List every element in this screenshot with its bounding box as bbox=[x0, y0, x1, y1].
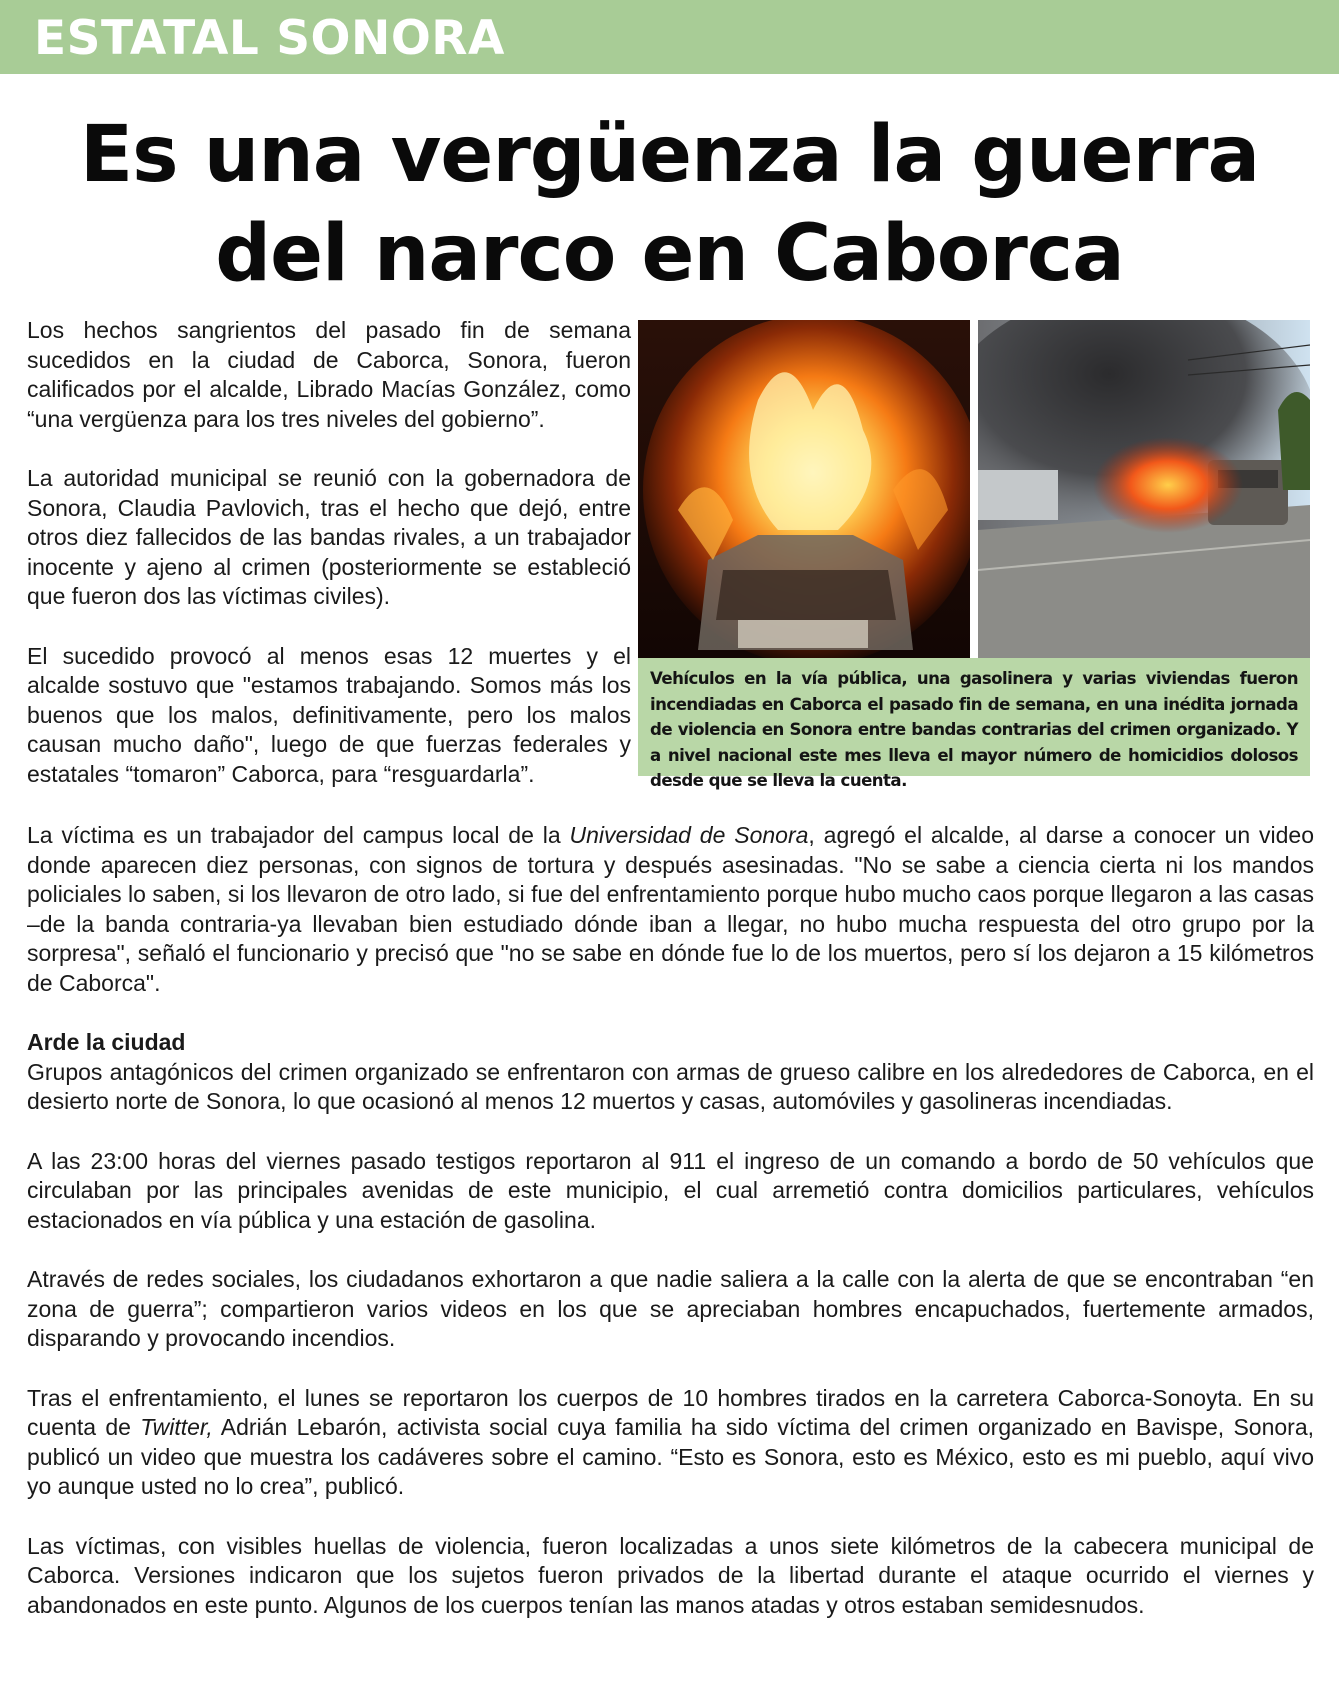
text-run: Grupos antagónicos del crimen organizado se enfrentaron con armas de grueso calibre en los alrededores de Caborca, en el desierto norte de Sonora, lo que ocasionó al menos 12 muertos y casas, automóviles y gasolineras incendiadas. bbox=[27, 1058, 1314, 1114]
text-run-italic: Twitter, bbox=[140, 1414, 213, 1440]
article-paragraph: Las víctimas, con visibles huellas de violencia, fueron localizadas a unos siete kilómetros de la cabecera municipal de Caborca. Versiones indicaron que los sujetos fueron privados de la libertad durante el ataque ocurrido el viernes y abandonados en este punto. Algunos de los cuerpos tenían las manos atadas y otros estaban semidesnudos. bbox=[27, 1532, 1314, 1618]
article-paragraph bbox=[27, 821, 1314, 998]
article-paragraph: A las 23:00 horas del viernes pasado testigos reportaron al 911 el ingreso de un comando a bordo de 50 vehículos que circulaban por las principales avenidas de este municipio, el cual arremetió contra domicilios particulares, vehículos estacionados en vía pública y una estación de gasolina. bbox=[27, 1147, 1314, 1233]
text-run: Adrián Lebarón, activista social cuya familia ha sido víctima del crimen organizado en Bavispe, Sonora, publicó un video que muestra los cadáveres sobre el camino. “Esto es Sonora, esto es México, esto es mi pueblo, aquí vivo yo aunque usted no lo crea”, publicó. bbox=[27, 1414, 1315, 1499]
text-run: La víctima es un trabajador del campus local de la bbox=[27, 822, 570, 848]
photo-burning-car bbox=[638, 320, 970, 658]
photo-caption: Vehículos en la vía pública, una gasolinera y varias viviendas fueron incendiadas en Caborca el pasado fin de semana, en una inédita jornada de violencia en Sonora entre bandas contrarias del crimen organizado. Y a nivel nacional este mes lleva el mayor número de homicidios dolosos desde que se lleva la cuenta. bbox=[638, 658, 1310, 776]
text-run: , agregó el alcalde, al darse a conocer un video donde aparecen diez personas, con signos de tortura y después asesinadas. "No se sabe a ciencia cierta ni los mandos policiales lo saben, si los llevaron de otro lado, si fue del enfrentamiento porque hubo mucho caos porque llegaron a las casas –de la banda contraria-ya llevaban bien estudiado dónde iban a llegar, no hubo mucha respuesta del otro grupo por la sorpresa", señaló el funcionario y precisó que "no se sabe en dónde fue lo de los muertos, pero sí los dejaron a 15 kilómetros de Caborca". bbox=[27, 822, 1314, 996]
article-paragraph: Los hechos sangrientos del pasado fin de semana sucedidos en la ciudad de Caborca, Sonora, fueron calificados por el alcalde, Librado Macías González, como “una vergüenza para los tres niveles del gobierno”. bbox=[27, 317, 631, 432]
article-paragraph: La autoridad municipal se reunió con la gobernadora de Sonora, Claudia Pavlovich, tras el hecho que dejó, entre otros diez fallecidos de las bandas rivales, a un trabajador inocente y ajeno al crimen (posteriormente se estableció que fueron dos las víctimas civiles). bbox=[27, 465, 631, 609]
article-paragraph: El sucedido provocó al menos esas 12 muertes y el alcalde sostuvo que "estamos trabajando. Somos más los buenos que los malos, definitivamente, pero los malos causan mucho daño", luego de que fuerzas federales y estatales “tomaron” Caborca, para “resguardarla”. bbox=[27, 642, 631, 787]
article-main-column bbox=[27, 821, 1314, 1650]
section-band bbox=[0, 0, 1339, 74]
section-label: ESTATAL SONORA bbox=[34, 11, 505, 66]
photo-burning-truck bbox=[978, 320, 1310, 658]
text-run: Tras el enfrentamiento, el lunes se reportaron los cuerpos de 10 hombres tirados en la carretera Caborca-Sonoyta. En su cuenta de bbox=[27, 1384, 1314, 1440]
article-paragraph: Através de redes sociales, los ciudadanos exhortaron a que nadie saliera a la calle con la alerta de que se encontraban “en zona de guerra”; compartieron varios videos en los que se apreciaban hombres encapuchados, fuertemente armados, disparando y provocando incendios. bbox=[27, 1266, 1314, 1351]
article-paragraph bbox=[27, 1384, 1314, 1502]
article-section bbox=[27, 1028, 1314, 1117]
text-run-italic: Universidad de Sonora bbox=[569, 822, 809, 848]
photo-figure bbox=[638, 320, 1310, 790]
article-intro-column bbox=[27, 316, 631, 819]
headline: Es una vergüenza la guerra del narco en Caborca bbox=[79, 110, 1260, 299]
subheading: Arde la ciudad bbox=[27, 1029, 186, 1055]
